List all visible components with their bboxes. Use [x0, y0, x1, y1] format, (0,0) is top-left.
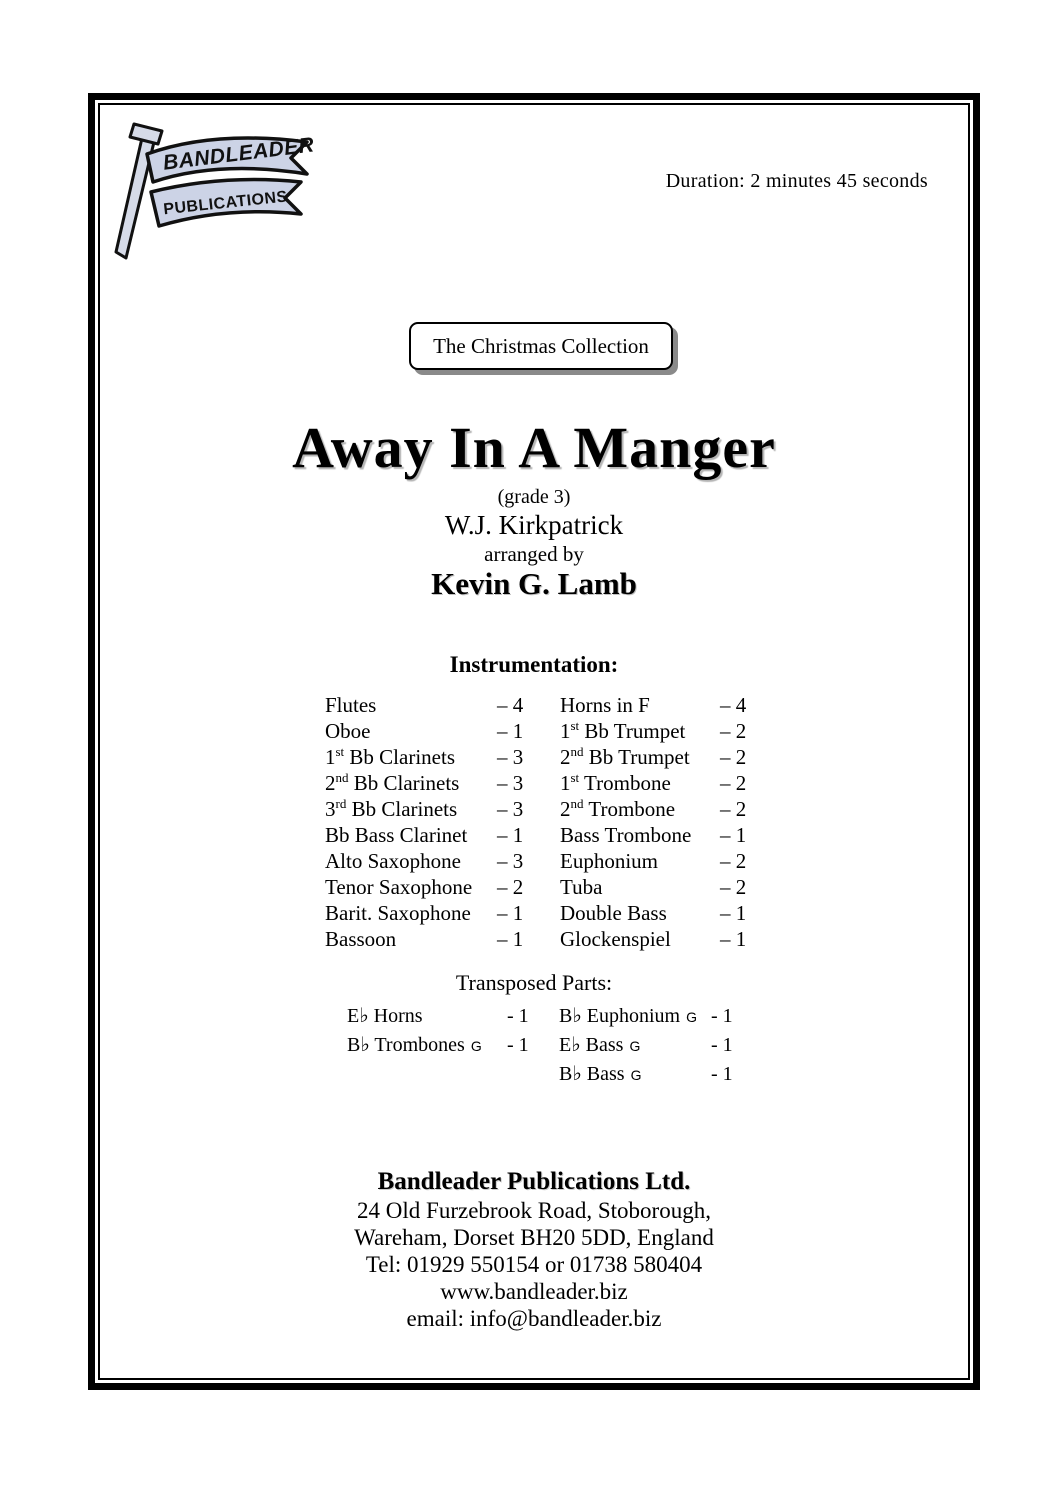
instrument-count: – 1 — [497, 823, 524, 847]
treble-clef-mark: G — [629, 1038, 641, 1054]
publisher-line: email: info@bandleader.biz — [406, 1306, 662, 1331]
instrument-name: Barit. Saxophone — [325, 901, 471, 925]
transposed-count: - 1 — [711, 1034, 733, 1056]
treble-clef-mark: G — [470, 1038, 482, 1054]
instrument-name: Alto Saxophone — [325, 849, 461, 873]
instrument-count: – 1 — [497, 927, 524, 951]
instrument-name: Tenor Saxophone — [325, 875, 473, 899]
instrument-count: – 1 — [497, 719, 524, 743]
transposed-count: - 1 — [711, 1063, 733, 1085]
publisher-line: Wareham, Dorset BH20 5DD, England — [354, 1225, 714, 1250]
arranger-name: Kevin G. Lamb — [431, 566, 637, 601]
instrument-count: – 1 — [720, 901, 747, 925]
publisher-line: www.bandleader.biz — [440, 1279, 628, 1304]
transposed-name — [347, 1060, 507, 1089]
instrument-name: Tuba — [560, 875, 603, 899]
instrument-name: Oboe — [325, 719, 371, 743]
instrument-count: – 2 — [720, 849, 747, 873]
publisher-lines — [95, 1197, 973, 1332]
transposed-name: E♭ Bass G — [559, 1034, 641, 1056]
instrument-name: 2nd Bb Trumpet — [560, 744, 690, 769]
duration-text: Duration: 2 minutes 45 seconds — [665, 170, 928, 192]
instrument-name: Horns in F — [560, 693, 650, 717]
transposed-name: B♭ Trombones G — [347, 1034, 482, 1056]
transposed-count: - 1 — [711, 1005, 733, 1027]
outer-border — [88, 93, 980, 1390]
transposed-name: B♭ Bass G — [559, 1063, 642, 1085]
page-title: Away In A Manger — [292, 415, 776, 480]
instrument-count: – 4 — [720, 693, 747, 717]
instrument-count: – 3 — [497, 771, 524, 795]
logo-pole-head — [130, 124, 162, 144]
instrument-name: Bass Trombone — [560, 823, 692, 847]
instrument-count: – 4 — [497, 693, 524, 717]
instrument-count: – 2 — [720, 797, 747, 821]
instrument-name: 1st Trombone — [560, 770, 671, 795]
treble-clef-mark — [347, 1067, 353, 1083]
collection-label: The Christmas Collection — [433, 333, 649, 358]
treble-clef-mark — [423, 1009, 429, 1025]
transposed-heading: Transposed Parts: — [455, 970, 613, 995]
arranged-by-label: arranged by — [484, 542, 584, 566]
treble-clef-mark: G — [686, 1009, 697, 1025]
instrument-count: – 2 — [720, 875, 747, 899]
bandleader-logo — [109, 116, 339, 281]
instrument-name: Flutes — [325, 693, 377, 717]
instrument-count: – 3 — [497, 797, 524, 821]
instrument-count: – 1 — [497, 901, 524, 925]
instrument-name: 1st Bb Clarinets — [325, 744, 455, 769]
instrument-name: 2nd Trombone — [560, 796, 676, 821]
instrument-name: Glockenspiel — [560, 927, 671, 951]
instrument-name: Bassoon — [325, 927, 397, 951]
instrument-name: 1st Bb Trumpet — [560, 718, 686, 743]
composer-name: W.J. Kirkpatrick — [444, 510, 624, 540]
grade-label: (grade 3) — [497, 486, 571, 508]
transposed-name: B♭ Euphonium G — [559, 1005, 697, 1027]
collection-box — [409, 322, 673, 370]
publisher-line: Tel: 01929 550154 or 01738 580404 — [365, 1252, 703, 1277]
instrument-count: – 2 — [720, 771, 747, 795]
instrumentation-table — [325, 692, 780, 952]
transposed-count — [507, 1060, 559, 1089]
instrument-count: – 3 — [497, 745, 524, 769]
instrument-name: Euphonium — [560, 849, 658, 873]
instrument-count: – 2 — [720, 719, 747, 743]
instrument-name: Bb Bass Clarinet — [325, 823, 468, 847]
instrument-name: Double Bass — [560, 901, 667, 925]
instrument-count: – 3 — [497, 849, 524, 873]
logo-text-line2: PUBLICATIONS — [162, 188, 289, 219]
transposed-table — [347, 1002, 766, 1089]
instrument-count: – 1 — [720, 823, 747, 847]
transposed-count: - 1 — [507, 1005, 529, 1027]
publisher-name: Bandleader Publications Ltd. — [377, 1168, 691, 1195]
transposed-name: E♭ Horns — [347, 1002, 507, 1031]
treble-clef-mark: G — [630, 1067, 642, 1083]
instrumentation-heading: Instrumentation: — [449, 652, 619, 677]
instrument-name: 2nd Bb Clarinets — [325, 770, 460, 795]
logo-text-line1: BANDLEADER — [161, 133, 316, 175]
publisher-block — [95, 1168, 973, 1332]
instrument-count: – 2 — [497, 875, 524, 899]
instrument-name: 3rd Bb Clarinets — [325, 796, 458, 821]
instrument-count: – 1 — [720, 927, 747, 951]
instrument-count: – 2 — [720, 745, 747, 769]
publisher-line: 24 Old Furzebrook Road, Stoborough, — [357, 1198, 711, 1223]
transposed-count: - 1 — [507, 1034, 529, 1056]
